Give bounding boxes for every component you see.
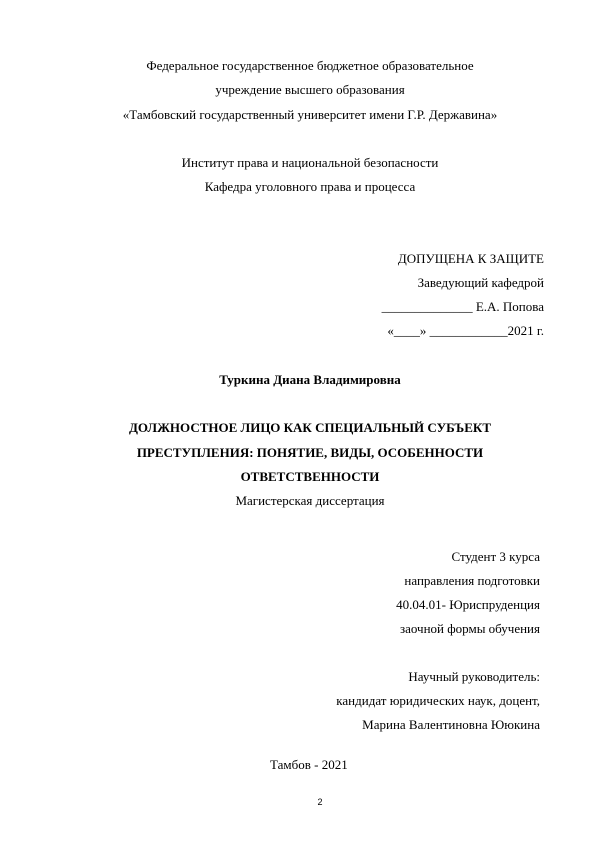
supervisor-label: Научный руководитель: [408,669,540,684]
approval-heading: ДОПУЩЕНА К ЗАЩИТЕ [397,251,544,266]
institution-line-1: Федеральное государственное бюджетное образовательное [146,58,474,73]
thesis-title-line-1: ДОЛЖНОСТНОЕ ЛИЦО КАК СПЕЦИАЛЬНЫЙ СУБЪЕКТ [128,420,491,435]
work-type: Магистерская диссертация [235,493,385,508]
author-name: Туркина Диана Владимировна [219,372,401,387]
thesis-title-line-2: ПРЕСТУПЛЕНИЯ: ПОНЯТИЕ, ВИДЫ, ОСОБЕННОСТИ [136,445,484,460]
thesis-title-line-3: ОТВЕТСТВЕННОСТИ [240,469,380,484]
approval-signature: ______________ Е.А. Попова [381,299,544,314]
institute-name: Институт права и национальной безопасности [181,155,439,170]
page-number: 2 [317,797,323,807]
student-course: Студент 3 курса [451,549,540,564]
student-direction-label: направления подготовки [404,573,540,588]
student-study-form: заочной формы обучения [399,621,540,636]
supervisor-degree: кандидат юридических наук, доцент, [336,693,540,708]
approval-role: Заведующий кафедрой [417,275,544,290]
student-direction: 40.04.01- Юриспруденция [396,597,540,612]
chair-name: Кафедра уголовного права и процесса [204,179,416,194]
city-year: Тамбов - 2021 [270,757,348,772]
supervisor-name: Марина Валентиновна Ююкина [362,717,540,732]
institution-line-2: учреждение высшего образования [215,82,405,97]
institution-line-3: «Тамбовский государственный университет имени Г.Р. Державина» [122,107,498,122]
approval-date: «____» ____________2021 г. [387,323,544,338]
